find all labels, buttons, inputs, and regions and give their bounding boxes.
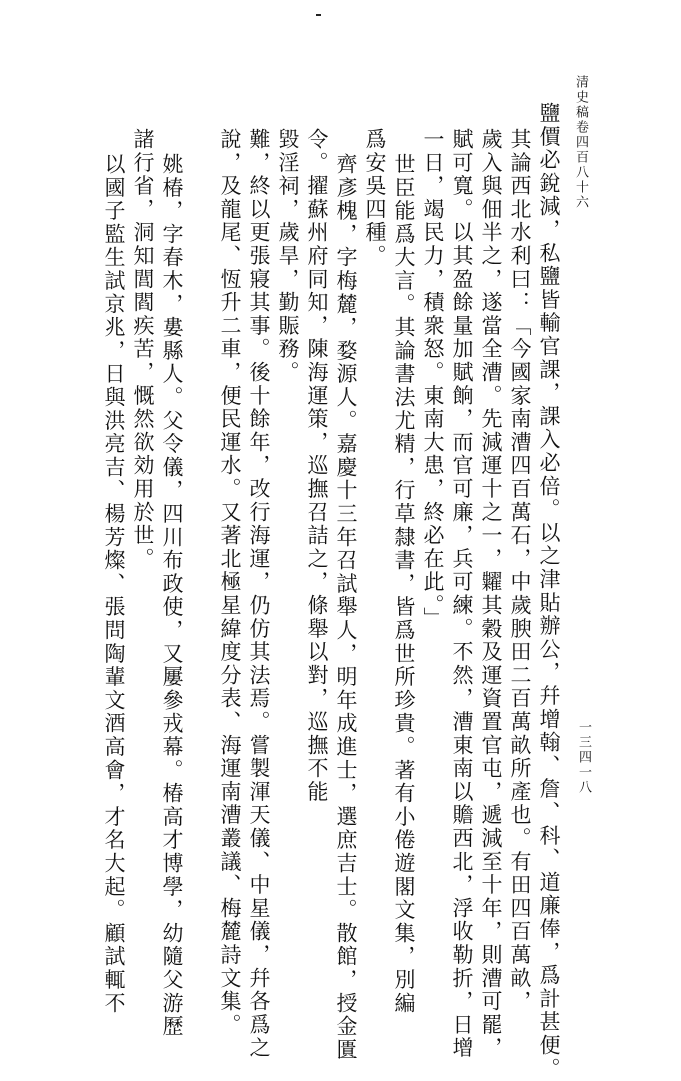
- text-column-7: 爲安吳四種。: [363, 128, 387, 268]
- top-mark: [316, 14, 321, 16]
- text-column-5: 一日，竭民力，積衆怒。東南大患，終必在此。」: [421, 128, 445, 631]
- page-header: 清史稿卷四百八十六: [573, 75, 588, 210]
- text-column-13: 姚椿，字春木，婁縣人。父令儀，四川布政使，又屢參戎幕。椿高才博學，幼隨父游歷: [160, 153, 184, 1039]
- text-column-9: 令。擢蘇州府同知，陳海運策，巡撫召詰之，條舉以對，巡撫不能: [305, 128, 329, 804]
- text-column-10: 毀淫祠，歲旱，勤賑務。: [276, 128, 300, 385]
- text-column-6: 世臣能爲大言。其論書法尤精，行草隸書，皆爲世所珍貴。著有小倦遊閣文集，別編: [392, 153, 416, 1016]
- text-column-3: 歲入與佃半之，遂當全漕。先減運十之一，糶其穀及運資置官屯，遞減至十年，則漕可罷，: [479, 128, 503, 1060]
- text-column-14: 諸行省，洞知閭閻疾苦，慨然欲効用於世。: [131, 128, 155, 571]
- text-column-15: 以國子監生試京兆，日與洪亮吉、楊芳燦、張問陶輩文酒高會，才名大起。顧試輒不: [102, 153, 126, 1016]
- page-number: 一三四一八: [576, 720, 591, 795]
- text-column-4: 賦可寬。以其盈餘量加賦餉，而官可廉，兵可練。不然，漕東南以贍西北，浮收勒折，日增: [450, 128, 474, 1060]
- text-column-11: 難，終以更張寢其事。後十餘年，改行海運，仍仿其法焉。嘗製渾天儀、中星儀，幷各爲之: [247, 128, 271, 1060]
- text-column-1: 鹽價必銳減，私鹽皆輸官課，課入必倍。以之津貼辦公，幷增翰、詹、科、道廉俸，爲計甚便。: [537, 102, 561, 1081]
- text-column-2: 其論西北水利曰：「今國家南漕四百萬石，中歲腴田二百萬畝所產也。有田四百萬畝，: [508, 128, 532, 1014]
- text-column-8: 齊彥槐，字梅麓，婺源人。嘉慶十三年召試舉人，明年成進士，選庶吉士。散館，授金匱: [334, 153, 358, 1062]
- text-column-12: 說，及龍尾、恆升二車，便民運水。又著北極星緯度分表、海運南漕叢議、梅麓詩文集。: [218, 128, 242, 1037]
